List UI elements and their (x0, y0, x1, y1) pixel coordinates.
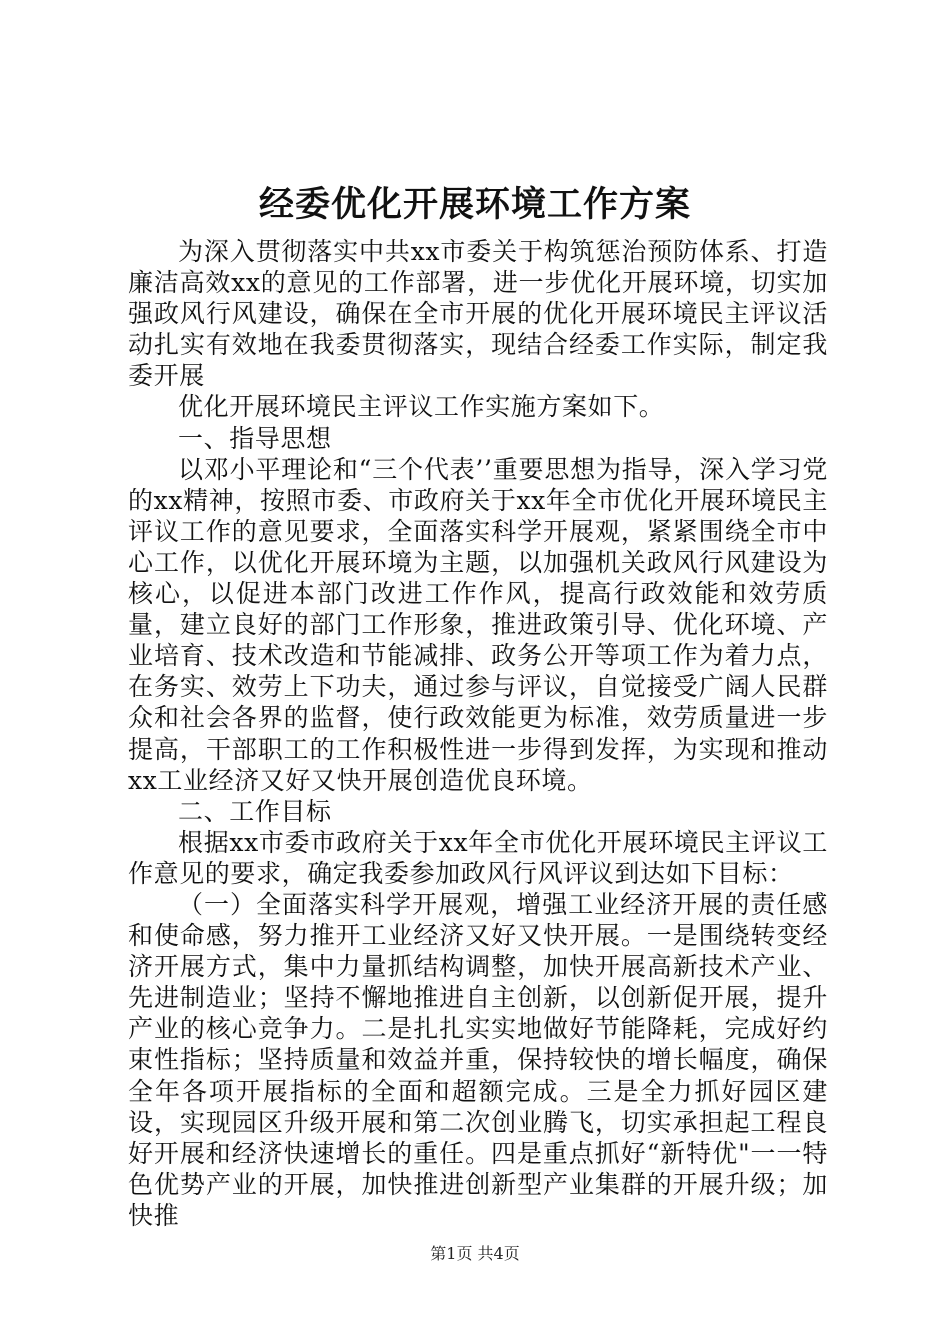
page-footer: 第1页 共4页 (430, 1244, 520, 1263)
document-body (128, 236, 828, 1231)
document-title: 经委优化开展环境工作方案 (258, 184, 691, 225)
paragraph: 根据xx市委市政府关于xx年全市优化开展环境民主评议工作意见的要求，确定我委参加政风行风评议到达如下目标： (128, 827, 828, 888)
section-heading: 二、工作目标 (178, 796, 332, 826)
section-heading: 一、指导思想 (178, 423, 332, 453)
paragraph: 以邓小平理论和“三个代表’’重要思想为指导，深入学习党的xx精神，按照市委、市政府关于xx年全市优化开展环境民主评议工作的意见要求，全面落实科学开展观，紧紧围绕全市中心工作，以优化开展环境为主题，以加强机关政风行风建设为核心，以促进本部门改进工作作风，提高行政效能和效劳质量，建立良好的部门工作形象，推进政策引导、优化环境、产业培育、技术改造和节能减排、政务公开等项工作为着力点，在务实、效劳上下功夫，通过参与评议，自觉接受广阔人民群众和社会各界的监督，使行政效能更为标准，效劳质量进一步提高，干部职工的工作积极性进一步得到发挥，为实现和推动xx工业经济又好又快开展创造优良环境。 (128, 454, 828, 795)
paragraph: 为深入贯彻落实中共xx市委关于构筑惩治预防体系、打造廉洁高效xx的意见的工作部署，进一步优化开展环境，切实加强政风行风建设，确保在全市开展的优化开展环境民主评议活动扎实有效地在我委贯彻落实，现结合经委工作实际，制定我委开展 (128, 237, 828, 391)
paragraph: 优化开展环境民主评议工作实施方案如下。 (178, 392, 665, 422)
paragraph: （一）全面落实科学开展观，增强工业经济开展的责任感和使命感，努力推开工业经济又好又快开展。一是围绕转变经济开展方式，集中力量抓结构调整，加快开展高新技术产业、先进制造业；坚持不懈地推进自主创新，以创新促开展，提升产业的核心竞争力。二是扎扎实实地做好节能降耗，完成好约束性指标；坚持质量和效益并重，保持较快的增长幅度，确保全年各项开展指标的全面和超额完成。三是全力抓好园区建设，实现园区升级开展和第二次创业腾飞，切实承担起工程良好开展和经济快速增长的重任。四是重点抓好“新特优"一一特色优势产业的开展，加快推进创新型产业集群的开展升级；加快推 (128, 889, 828, 1230)
